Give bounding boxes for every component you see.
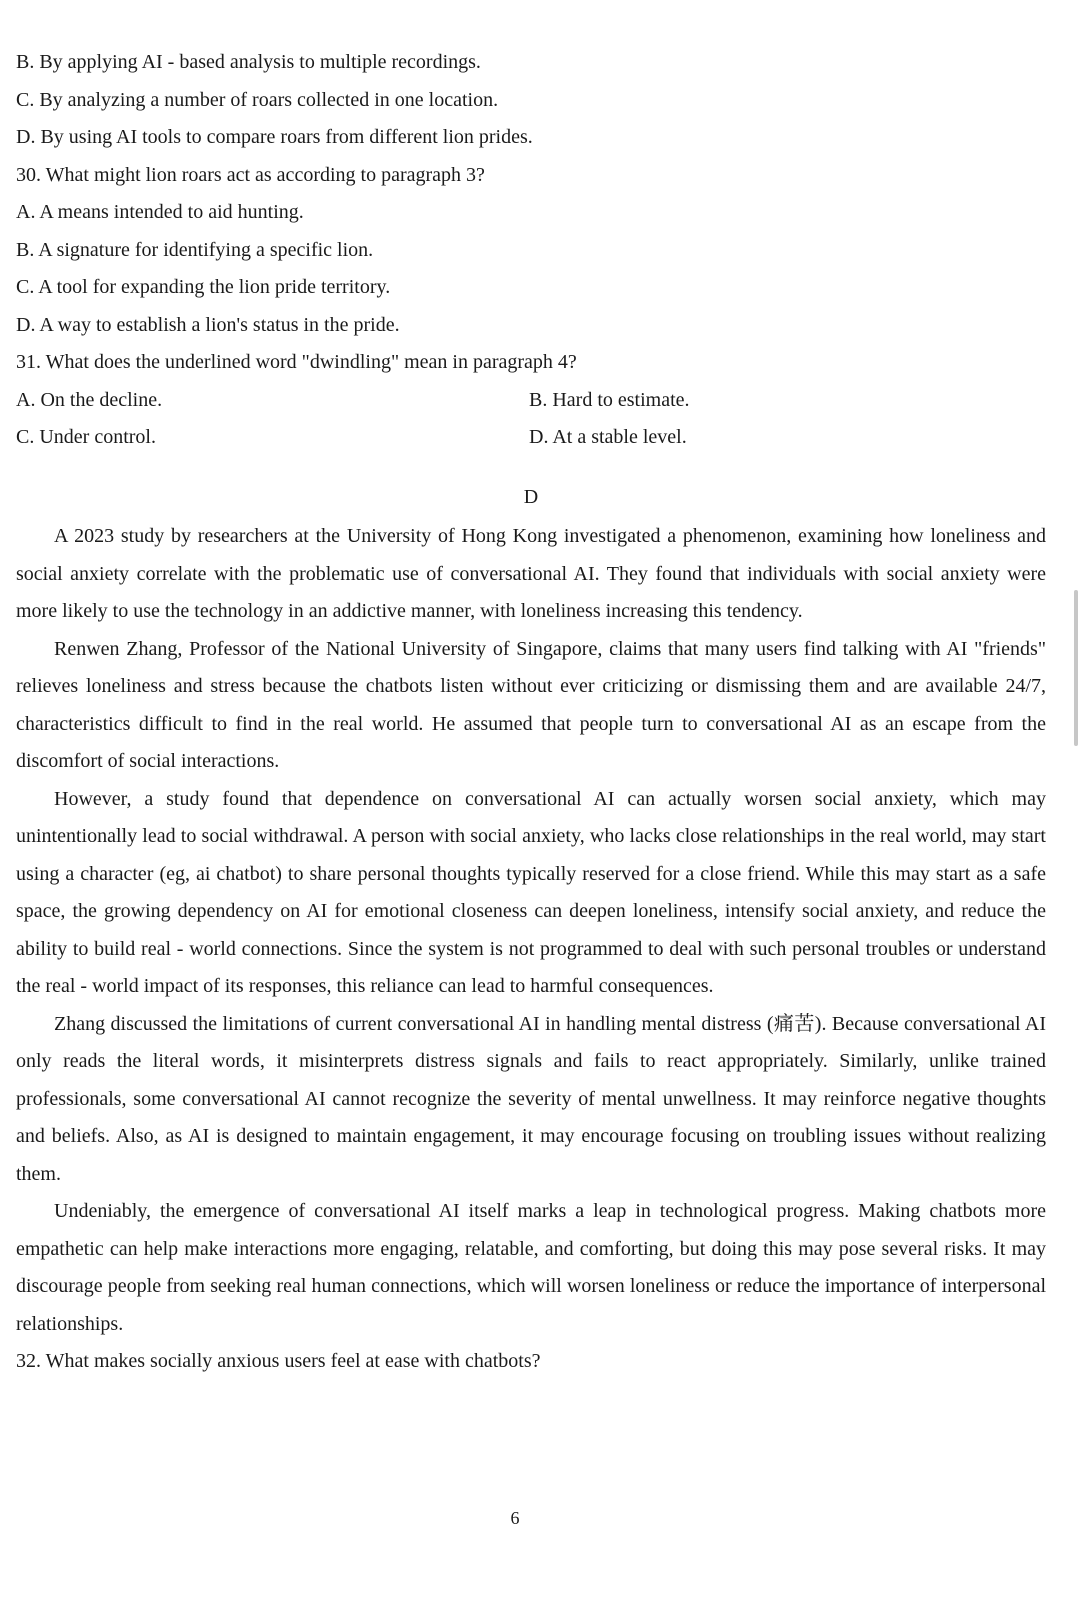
passage-paragraph-4: Zhang discussed the limitations of current conversational AI in handling mental distress (痛苦). Because conversational AI only reads the literal words, it misinterprets distress signals and fails to react appropriately. Similarly, unlike trained professionals, some conversational AI cannot recognize the severity of mental unwellness. It may reinforce negative thoughts and beliefs. Also, as AI is designed to maintain engagement, it may encourage focusing on troubling issues without realizing them.: [16, 1012, 1046, 1185]
passage-paragraph-2: Renwen Zhang, Professor of the National University of Singapore, claims that many users find talking with AI "friends" relieves loneliness and stress because the chatbots listen without ever criticizing or dismissing them and are available 24/7, characteristics difficult to find in the real world. He assumed that people turn to conversational AI as an escape from the discomfort of social interactions.: [16, 637, 1046, 772]
q32-stem: 32. What makes socially anxious users feel at ease with chatbots?: [16, 1350, 541, 1372]
q31-options-row-2: [16, 419, 1046, 457]
q29-option-d: D. By using AI tools to compare roars from different lion prides.: [16, 126, 533, 148]
passage-paragraph-3: However, a study found that dependence on conversational AI can actually worsen social anxiety, which may unintentionally lead to social withdrawal. A person with social anxiety, who lacks close relationships in the real world, may start using a character (eg, ai chatbot) to share personal thoughts typically reserved for a close friend. While this may start as a safe space, the growing dependency on AI for emotional closeness can deepen loneliness, intensify social anxiety, and reduce the ability to build real - world connections. Since the system is not programmed to deal with such personal troubles or understand the real - world impact of its responses, this reliance can lead to harmful consequences.: [16, 787, 1046, 997]
q31-option-c: C. Under control.: [16, 426, 156, 448]
q31-option-b: B. Hard to estimate.: [529, 388, 690, 411]
q30-option-c: C. A tool for expanding the lion pride territory.: [16, 276, 391, 298]
q31-stem: 31. What does the underlined word "dwindling" mean in paragraph 4?: [16, 351, 577, 373]
q30-option-d: D. A way to establish a lion's status in the pride.: [16, 313, 400, 336]
q31-options-row-1: [16, 382, 1046, 420]
q30-option-a: A. A means intended to aid hunting.: [16, 201, 304, 223]
scrollbar-thumb[interactable]: [1074, 590, 1078, 746]
q29-option-c: C. By analyzing a number of roars collected in one location.: [16, 88, 499, 111]
q31-option-a: A. On the decline.: [16, 388, 163, 411]
q30-option-b: B. A signature for identifying a specific lion.: [16, 238, 374, 261]
q30-stem: 30. What might lion roars act as according to paragraph 3?: [16, 163, 485, 186]
passage-paragraph-5: Undeniably, the emergence of conversational AI itself marks a leap in technological progress. Making chatbots more empathetic can help make interactions more engaging, relatable, and comforting, but doing this may pose several risks. It may discourage people from seeking real human connections, which will worsen loneliness or reduce the importance of interpersonal relationships.: [16, 1200, 1046, 1335]
page-number: 6: [510, 1508, 520, 1528]
q29-option-b: B. By applying AI - based analysis to multiple recordings.: [16, 51, 481, 73]
q31-option-d: D. At a stable level.: [529, 426, 687, 448]
section-title: D: [523, 485, 539, 508]
exam-page: [16, 44, 1046, 1381]
passage-paragraph-1: A 2023 study by researchers at the University of Hong Kong investigated a phenomenon, examining how loneliness and social anxiety correlate with the problematic use of conversational AI. They found that individuals with social anxiety were more likely to use the technology in an addictive manner, with loneliness increasing this tendency.: [16, 525, 1046, 622]
